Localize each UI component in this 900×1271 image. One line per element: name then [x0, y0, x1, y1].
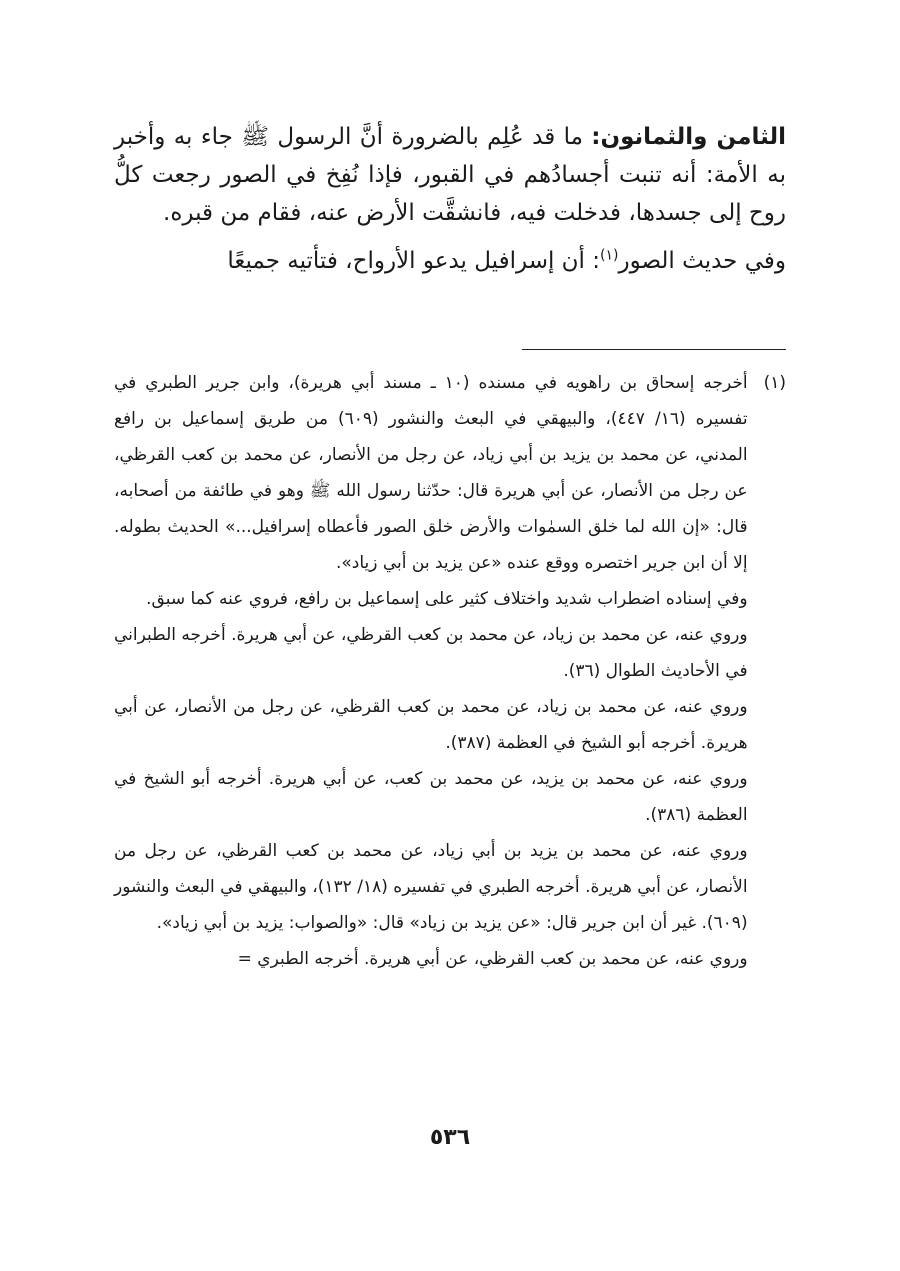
footnote-paragraph: وفي إسناده اضطراب شديد واختلاف كثير على إسماعيل بن رافع، فروي عنه كما سبق. — [146, 589, 748, 609]
footnote-separator — [522, 349, 786, 350]
footnotes — [114, 365, 786, 977]
footnote-paragraph: وروي عنه، عن محمد بن يزيد بن أبي زياد، عن محمد بن كعب القرظي، عن رجل من الأنصار، عن أبي هريرة. أخرجه الطبري في تفسيره (١٨/ ١٣٢)، والبيهقي في البعث والنشور (٦٠٩). غير أن ابن جرير قال: «عن يزيد بن زياد» قال: «والصواب: يزيد بن أبي زياد». — [114, 841, 748, 933]
footnote-paragraph: وروي عنه، عن محمد بن زياد، عن محمد بن كعب القرظي، عن رجل من الأنصار، عن أبي هريرة. أخرجه أبو الشيخ في العظمة (٣٨٧). — [114, 697, 748, 753]
footnote-number: (١) — [763, 373, 786, 393]
main-paragraph-2-text-b: : أن إسرافيل يدعو الأرواح، فتأتيه جميعًا — [227, 248, 601, 274]
point-heading: الثامن والثمانون: — [591, 124, 787, 150]
page-number: ٥٣٦ — [429, 1125, 471, 1150]
main-paragraph-1-text: ما قد عُلِم بالضرورة أنَّ الرسول ﷺ جاء به وأخبر به الأمة: أنه تنبت أجسادُهم في القبور، فإذا نُفِخ في الصور رجعت كلُّ روح إلى جسدها، فدخلت فيه، فانشقَّت الأرض عنه، فقام من قبره. — [114, 124, 786, 226]
main-text — [114, 118, 786, 290]
main-paragraph-2-text-a: وفي حديث الصور — [618, 248, 786, 274]
main-paragraph-2 — [114, 242, 786, 280]
footnote-paragraph: وروي عنه، عن محمد بن زياد، عن محمد بن كعب القرظي، عن أبي هريرة. أخرجه الطبراني في الأحاديث الطوال (٣٦). — [114, 625, 748, 681]
main-paragraph-1 — [114, 118, 786, 232]
footnote-reference[interactable]: (١) — [600, 247, 619, 264]
footnote-body — [114, 365, 748, 977]
footnote-paragraph: أخرجه إسحاق بن راهويه في مسنده (١٠ ـ مسند أبي هريرة)، وابن جرير الطبري في تفسيره (١٦/ ٤٤٧)، والبيهقي في البعث والنشور (٦٠٩) من طريق إسماعيل بن رافع المدني، عن محمد بن يزيد بن أبي زياد، عن رجل من الأنصار، عن محمد بن كعب القرظي، عن رجل من الأنصار، عن أبي هريرة قال: حدّثنا رسول الله ﷺ وهو في طائفة من أصحابه، قال: «إن الله لما خلق السمٰوات والأرض خلق الصور فأعطاه إسرافيل...» الحديث بطوله. إلا أن ابن جرير اختصره ووقع عنده «عن يزيد بن أبي زياد». — [114, 373, 748, 573]
footnote-paragraph: وروي عنه، عن محمد بن يزيد، عن محمد بن كعب، عن أبي هريرة. أخرجه أبو الشيخ في العظمة (٣٨٦). — [114, 769, 748, 825]
footnote-1 — [114, 365, 786, 977]
footnote-paragraph: وروي عنه، عن محمد بن كعب القرظي، عن أبي هريرة. أخرجه الطبري = — [237, 949, 748, 969]
